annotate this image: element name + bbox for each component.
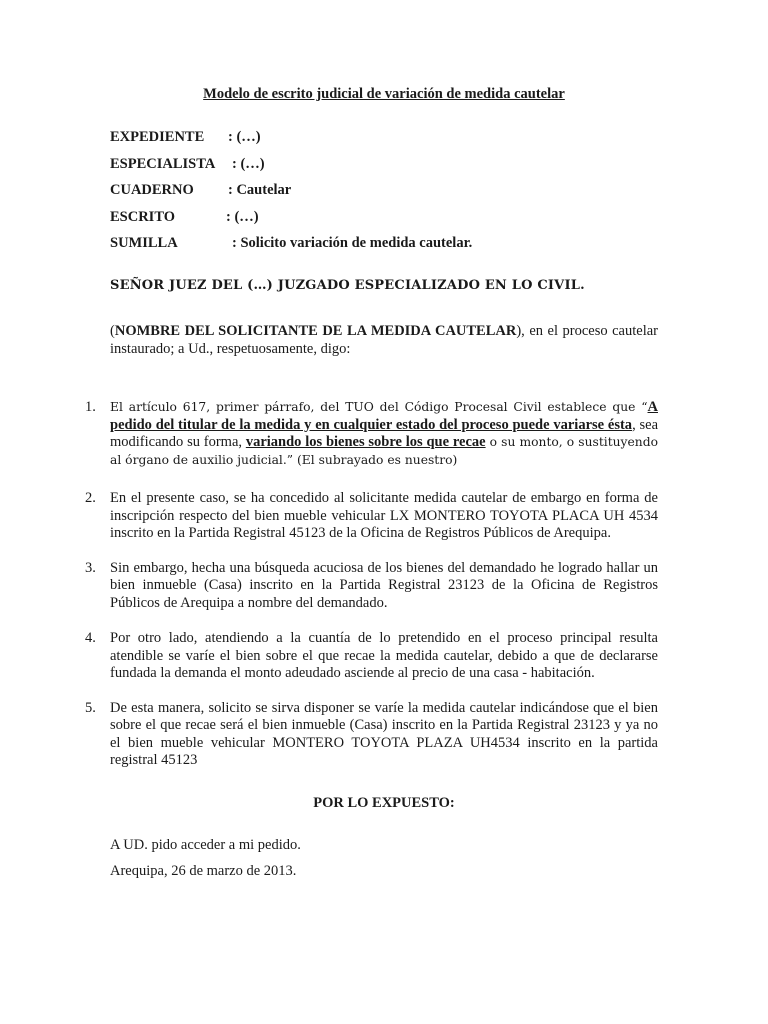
place-and-date: Arequipa, 26 de marzo de 2013. — [110, 863, 297, 879]
field-value: : Solicito variación de medida cautelar. — [232, 235, 473, 251]
item-text: De esta manera, solicito se sirva disponer se varíe la medida cautelar indicándose que el bien sobre el que recae será el bien inmueble (Casa) inscrito en la Partida Registral 23123 y ya no el bien mueble vehicular MONTERO TOYOTA PLAZA UH4534 inscrito en la partida registral 45123 — [110, 699, 658, 768]
item-text: Por otro lado, atendiendo a la cuantía de lo pretendido en el proceso principal resulta atendible se varíe el bien sobre el que recae la medida cautelar, debido a que de declararse fundada la demanda el monto adeudado asciende al precio de una casa - habitación. — [110, 630, 658, 681]
field-label: ESCRITO — [110, 208, 176, 225]
header-field-cuaderno — [110, 181, 472, 208]
field-value: : (…) — [226, 208, 259, 225]
item-number: 4. — [85, 630, 96, 646]
list-item — [82, 560, 658, 613]
list-item — [82, 700, 658, 770]
conclusion-heading: POR LO EXPUESTO: — [313, 795, 455, 811]
header-field-escrito — [110, 208, 472, 235]
numbered-list — [82, 399, 658, 770]
header-field-expediente — [110, 128, 472, 155]
header-field-especialista — [110, 155, 472, 182]
item-number: 3. — [85, 559, 96, 576]
list-item — [82, 399, 658, 469]
closing-request: A UD. pido acceder a mi pedido. — [110, 837, 301, 853]
field-label: EXPEDIENTE — [110, 129, 205, 145]
item-number: 1. — [85, 399, 96, 415]
field-label: SUMILLA — [110, 235, 178, 251]
quoted-emphasis: A pedido del titular de la medida y en cualquier estado del proceso puede variarse ésta — [110, 399, 658, 433]
field-value: : Cautelar — [228, 182, 292, 198]
item-number: 2. — [85, 490, 96, 506]
item-text: o su monto, o sustituyendo al órgano de auxilio judicial.” (El subrayado es nuestro) — [110, 435, 658, 467]
field-value: : (…) — [228, 129, 261, 145]
header-field-sumilla — [110, 234, 472, 261]
intro-open-paren: ( — [110, 323, 115, 339]
quoted-emphasis: variando los bienes sobre los que recae — [245, 434, 486, 450]
list-item — [82, 630, 658, 683]
field-label: ESPECIALISTA — [110, 155, 216, 172]
item-number: 5. — [85, 699, 96, 716]
intro-rest: ), en el proceso cautelar instaurado; a Ud., respetuosamente, digo: — [110, 323, 658, 357]
document-title: Modelo de escrito judicial de variación de medida cautelar — [203, 86, 565, 102]
item-text: Sin embargo, hecha una búsqueda acuciosa de los bienes del demandado he logrado hallar un bien inmueble (Casa) inscrito en la Partida Registral 23123 de la Oficina de Registros Públicos de Arequipa a nombre del demandado. — [110, 559, 658, 611]
field-value: : (…) — [232, 155, 265, 172]
addressee: SEÑOR JUEZ DEL (…) JUZGADO ESPECIALIZADO EN LO CIVIL. — [110, 278, 585, 293]
list-item — [82, 490, 658, 543]
item-text: En el presente caso, se ha concedido al solicitante medida cautelar de embargo en forma de inscripción respecto del bien mueble vehicular LX MONTERO TOYOTA PLACA UH 4534 inscrito en la Partida Registral 45123 de la Oficina de Registros Públicos de Arequipa. — [110, 490, 658, 541]
intro-paragraph — [110, 322, 658, 358]
case-header-fields — [110, 128, 472, 261]
applicant-name: NOMBRE DEL SOLICITANTE DE LA MEDIDA CAUTELAR — [114, 323, 517, 339]
item-text: , sea modificando su forma, — [110, 416, 659, 450]
item-text: El artículo 617, primer párrafo, del TUO del Código Procesal Civil establece que “ — [110, 400, 648, 414]
field-label: CUADERNO — [110, 182, 194, 198]
